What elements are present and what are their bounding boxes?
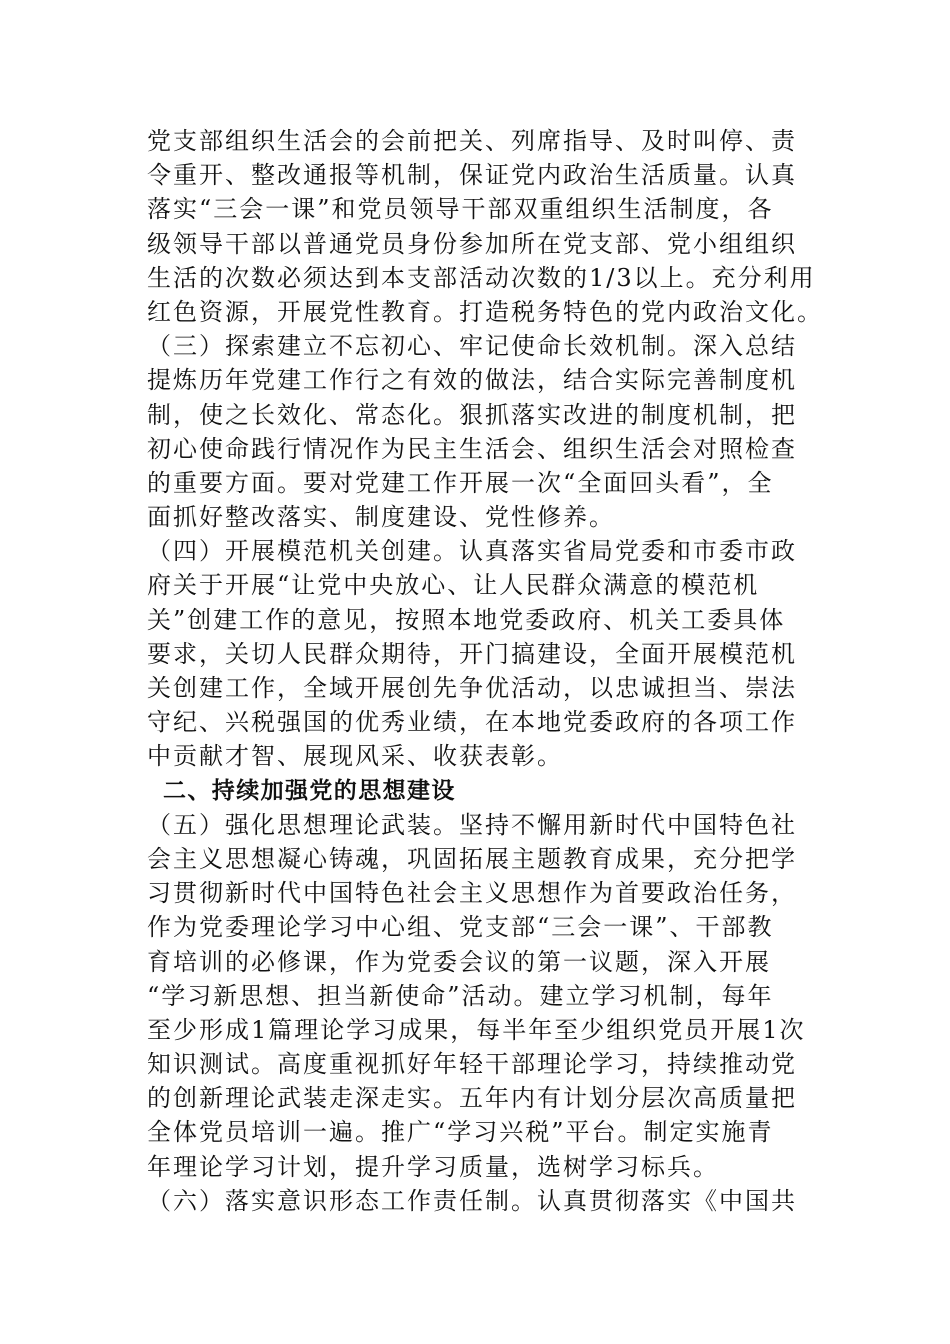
paragraph-line: 作为党委理论学习中心组、党支部“三会一课”、干部教: [147, 913, 774, 942]
paragraph-line: 会主义思想凝心铸魂，巩固拓展主题教育成果，充分把学: [147, 844, 797, 873]
paragraph-line: 关”创建工作的意见，按照本地党委政府、机关工委具体: [147, 605, 786, 634]
paragraph-line: 落实“三会一课”和党员领导干部双重组织生活制度，各: [147, 195, 774, 224]
paragraph-line: （四）开展模范机关创建。认真落实省局党委和市委市政: [147, 537, 797, 566]
paragraph-line: 至少形成1篇理论学习成果，每半年至少组织党员开展1次: [147, 1015, 806, 1044]
paragraph-line: 红色资源，开展党性教育。打造税务特色的党内政治文化。: [147, 297, 823, 326]
paragraph-line: 习贯彻新时代中国特色社会主义思想作为首要政治任务，: [147, 879, 797, 908]
paragraph-line: 制，使之长效化、常态化。狠抓落实改进的制度机制，把: [147, 400, 797, 429]
paragraph-line: 要求，关切人民群众期待，开门搞建设，全面开展模范机: [147, 639, 797, 668]
paragraph-line: 生活的次数必须达到本支部活动次数的1/3以上。充分利用: [147, 263, 816, 292]
paragraph-line: （六）落实意识形态工作责任制。认真贯彻落实《中国共: [147, 1186, 797, 1215]
paragraph-line: 党支部组织生活会的会前把关、列席指导、及时叫停、责: [147, 127, 797, 155]
paragraph-line: 令重开、整改通报等机制，保证党内政治生活质量。认真: [147, 161, 797, 190]
paragraph-line: “学习新思想、担当新使命”活动。建立学习机制，每年: [147, 981, 774, 1010]
paragraph-line: 面抓好整改落实、制度建设、党性修养。: [147, 503, 615, 532]
paragraph-line: 初心使命践行情况作为民主生活会、组织生活会对照检查: [147, 434, 797, 463]
paragraph-line: 的重要方面。要对党建工作开展一次“全面回头看”，全: [147, 468, 774, 497]
paragraph-line: 的创新理论武装走深走实。五年内有计划分层次高质量把: [147, 1084, 797, 1113]
paragraph-line: 守纪、兴税强国的优秀业绩，在本地党委政府的各项工作: [147, 708, 797, 737]
paragraph-line: 育培训的必修课，作为党委会议的第一议题，深入开展: [147, 947, 771, 976]
paragraph-line: （三）探索建立不忘初心、牢记使命长效机制。深入总结: [147, 332, 797, 361]
paragraph-line: 知识测试。高度重视抓好年轻干部理论学习，持续推动党: [147, 1050, 797, 1079]
paragraph-line: 中贡献才智、展现风采、收获表彰。: [147, 742, 563, 771]
section-heading: 二、持续加强党的思想建设: [163, 777, 456, 804]
paragraph-line: 全体党员培训一遍。推广“学习兴税”平台。制定实施青: [147, 1118, 774, 1147]
document-body: [147, 124, 823, 1218]
paragraph-line: 年理论学习计划，提升学习质量，选树学习标兵。: [147, 1152, 719, 1181]
paragraph-line: （五）强化思想理论武装。坚持不懈用新时代中国特色社: [147, 810, 797, 839]
paragraph-line: 级领导干部以普通党员身份参加所在党支部、党小组组织: [147, 229, 797, 258]
paragraph-line: 提炼历年党建工作行之有效的做法，结合实际完善制度机: [147, 366, 797, 395]
paragraph-line: 府关于开展“让党中央放心、让人民群众满意的模范机: [147, 571, 760, 600]
paragraph-line: 关创建工作，全域开展创先争优活动，以忠诚担当、崇法: [147, 674, 797, 702]
